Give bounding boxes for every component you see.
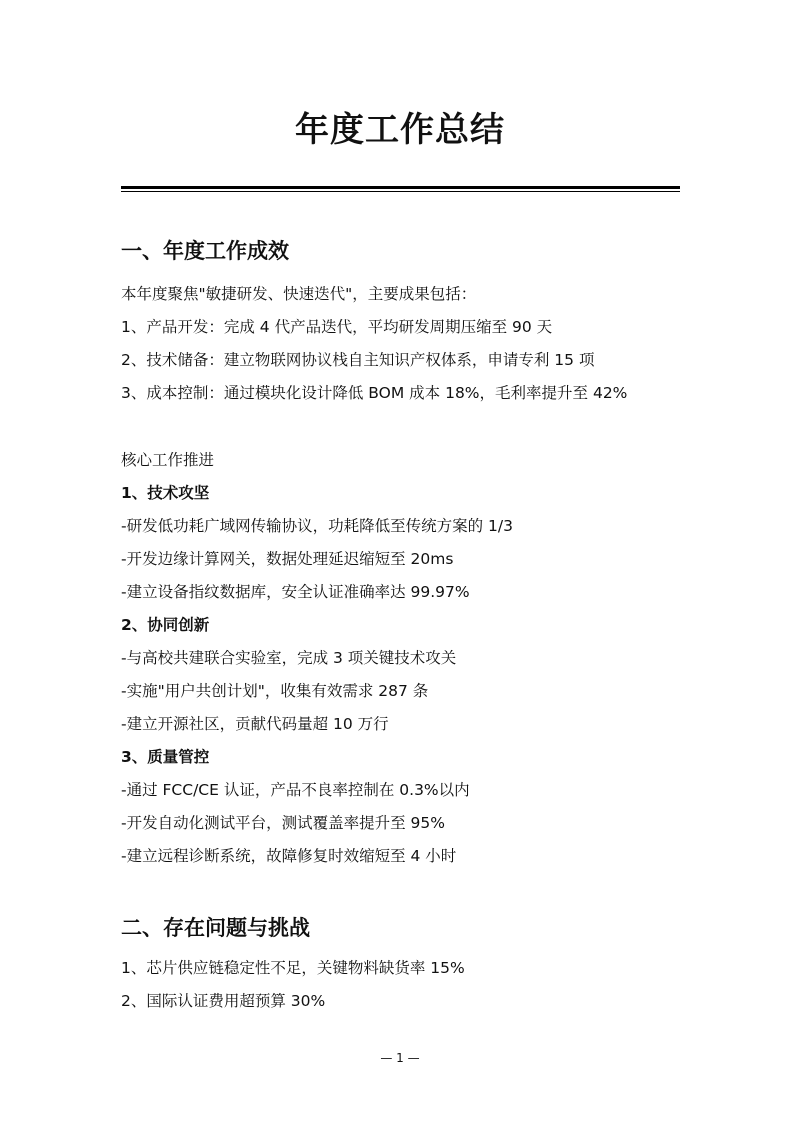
- achievement-item: 1、产品开发：完成 4 代产品迭代，平均研发周期压缩至 90 天: [121, 318, 553, 336]
- list-item: -与高校共建联合实验室，完成 3 项关键技术攻关: [121, 649, 457, 667]
- achievement-item: 3、成本控制：通过模块化设计降低 BOM 成本 18%，毛利率提升至 42%: [121, 384, 628, 402]
- challenge-item: 2、国际认证费用超预算 30%: [121, 992, 326, 1010]
- section-intro: 本年度聚焦"敏捷研发、快速迭代"，主要成果包括：: [121, 285, 477, 303]
- list-item: -实施"用户共创计划"，收集有效需求 287 条: [121, 682, 429, 700]
- section-heading-achievements: 一、年度工作成效: [121, 239, 289, 263]
- list-item: -开发边缘计算网关，数据处理延迟缩短至 20ms: [121, 550, 454, 568]
- list-item: -建立远程诊断系统，故障修复时效缩短至 4 小时: [121, 847, 457, 865]
- list-item: -建立开源社区，贡献代码量超 10 万行: [121, 715, 389, 733]
- list-item: -研发低功耗广域网传输协议，功耗降低至传统方案的 1/3: [121, 517, 513, 535]
- list-item: -开发自动化测试平台，测试覆盖率提升至 95%: [121, 814, 445, 832]
- achievement-item: 2、技术储备：建立物联网协议栈自主知识产权体系，申请专利 15 项: [121, 351, 595, 369]
- challenge-item: 1、芯片供应链稳定性不足，关键物料缺货率 15%: [121, 959, 465, 977]
- page-number: — 1 —: [380, 1051, 420, 1065]
- title-divider-thin: [121, 191, 680, 192]
- subsection-heading-collab: 2、协同创新: [121, 616, 210, 634]
- core-work-label: 核心工作推进: [121, 451, 215, 469]
- document-title: 年度工作总结: [295, 110, 505, 150]
- list-item: -建立设备指纹数据库，安全认证准确率达 99.97%: [121, 583, 470, 601]
- list-item: -通过 FCC/CE 认证，产品不良率控制在 0.3%以内: [121, 781, 470, 799]
- title-divider-thick: [121, 186, 680, 189]
- subsection-heading-quality: 3、质量管控: [121, 748, 210, 766]
- section-heading-challenges: 二、存在问题与挑战: [121, 916, 310, 940]
- subsection-heading-tech: 1、技术攻坚: [121, 484, 210, 502]
